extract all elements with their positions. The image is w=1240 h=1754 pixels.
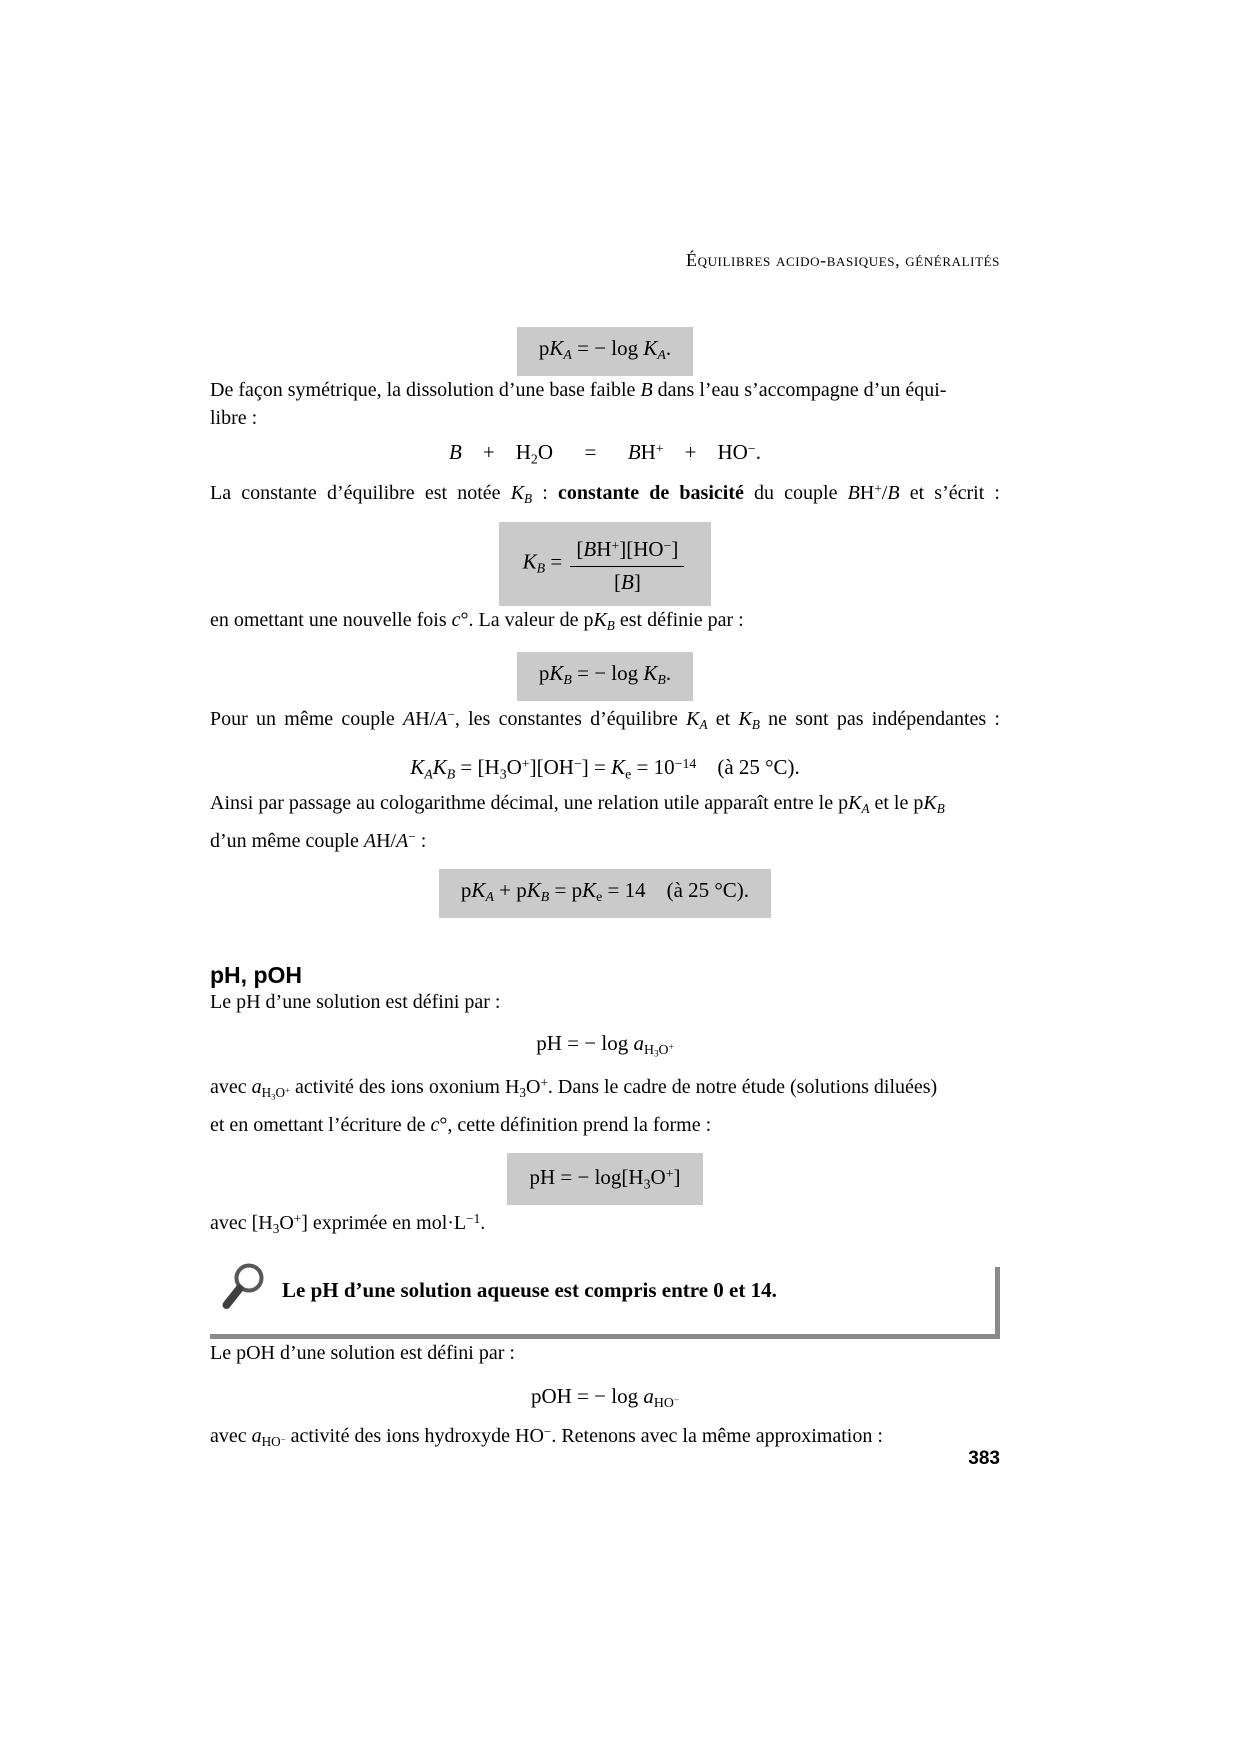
text-column (210, 327, 1000, 1456)
formula-box-ph-wrap (210, 1153, 1000, 1205)
formula-box-kb-wrap (210, 522, 1000, 605)
paragraph-kb-definition: La constante d’équilibre est notée KB : constante de basicité du couple BH+/B et s’écrit : (210, 480, 1000, 506)
formula-box-pka-pkb: pKA + pKB = pKe = 14 (à 25 °C). (439, 869, 771, 918)
equation-ph-activity: pH = − log aH3O+ (536, 1031, 674, 1059)
formula-box-ph: pH = − log[H3O+] (507, 1153, 702, 1205)
equation-kakb: KAKB = $[H3O^+][OH^-] = Ke = 10^{-14}$ (à 25 °C). (410, 754, 800, 782)
key-point-note-inner (218, 1261, 960, 1320)
paragraph-ph-definition: Le pH d’une solution est défini par : (210, 991, 501, 1014)
paragraph-cologarithm: Ainsi par passage au cologarithme décimal, une relation utile apparaît entre le pKA et le pKB d’un même couple AH/A− : (210, 792, 945, 852)
formula-box-pka: pKA = − log KA. (517, 327, 693, 376)
paragraph-couple: Pour un même couple AH/A−, les constantes d’équilibre KA et KB ne sont pas indépendantes : (210, 706, 1000, 732)
formula-box-kb: KB = $\frac{[BH^+][HO^-]}{[B]}$ (499, 522, 712, 605)
key-point-text: Le pH d’une solution aqueuse est compris entre 0 et 14. (282, 1278, 777, 1303)
equation-base-water: B + H2O = BH+ + HO−. (449, 440, 761, 467)
paragraph-oxonium: avec aH3O+ activité des ions oxonium H3O+. Dans le cadre de notre étude (solutions diluées) et en omettant l’écriture de c°, cette définition prend la forme : (210, 1075, 938, 1136)
page-number: 383 (968, 1448, 1000, 1469)
paragraph-omitting: en omettant une nouvelle fois c°. La valeur de pKB est définie par : (210, 608, 744, 633)
paragraph-mol-per-litre: avec [H3O+] exprimée en $mol\cdot L^{-1}$. (210, 1210, 486, 1236)
section-heading-ph-poh: pH, pOH (210, 962, 302, 989)
formula-box-pkb-wrap (210, 652, 1000, 701)
formula-box-pkb: pKB = − log KB. (517, 652, 693, 701)
paragraph-hydroxide: avec aHO− activité des ions hydroxyde HO−. Retenons avec la même approximation : (210, 1423, 883, 1449)
running-head: Équilibres acido-basiques, généralités (685, 250, 1000, 270)
paragraph-symmetric: De façon symétrique, la dissolution d’une base faible B dans l’eau s’accompagne d’un équi- libre : (210, 379, 947, 430)
equation-poh-activity: pOH = − log aHO− (530, 1383, 680, 1410)
formula-box-pka-pkb-wrap (210, 869, 1000, 918)
note-right-rule (995, 1267, 1000, 1339)
key-point-note (210, 1251, 1000, 1339)
formula-box-pka-wrap (210, 327, 1000, 376)
magnifier-icon (218, 1261, 268, 1320)
paragraph-poh-definition: Le pOH d’une solution est défini par : (210, 1341, 515, 1364)
